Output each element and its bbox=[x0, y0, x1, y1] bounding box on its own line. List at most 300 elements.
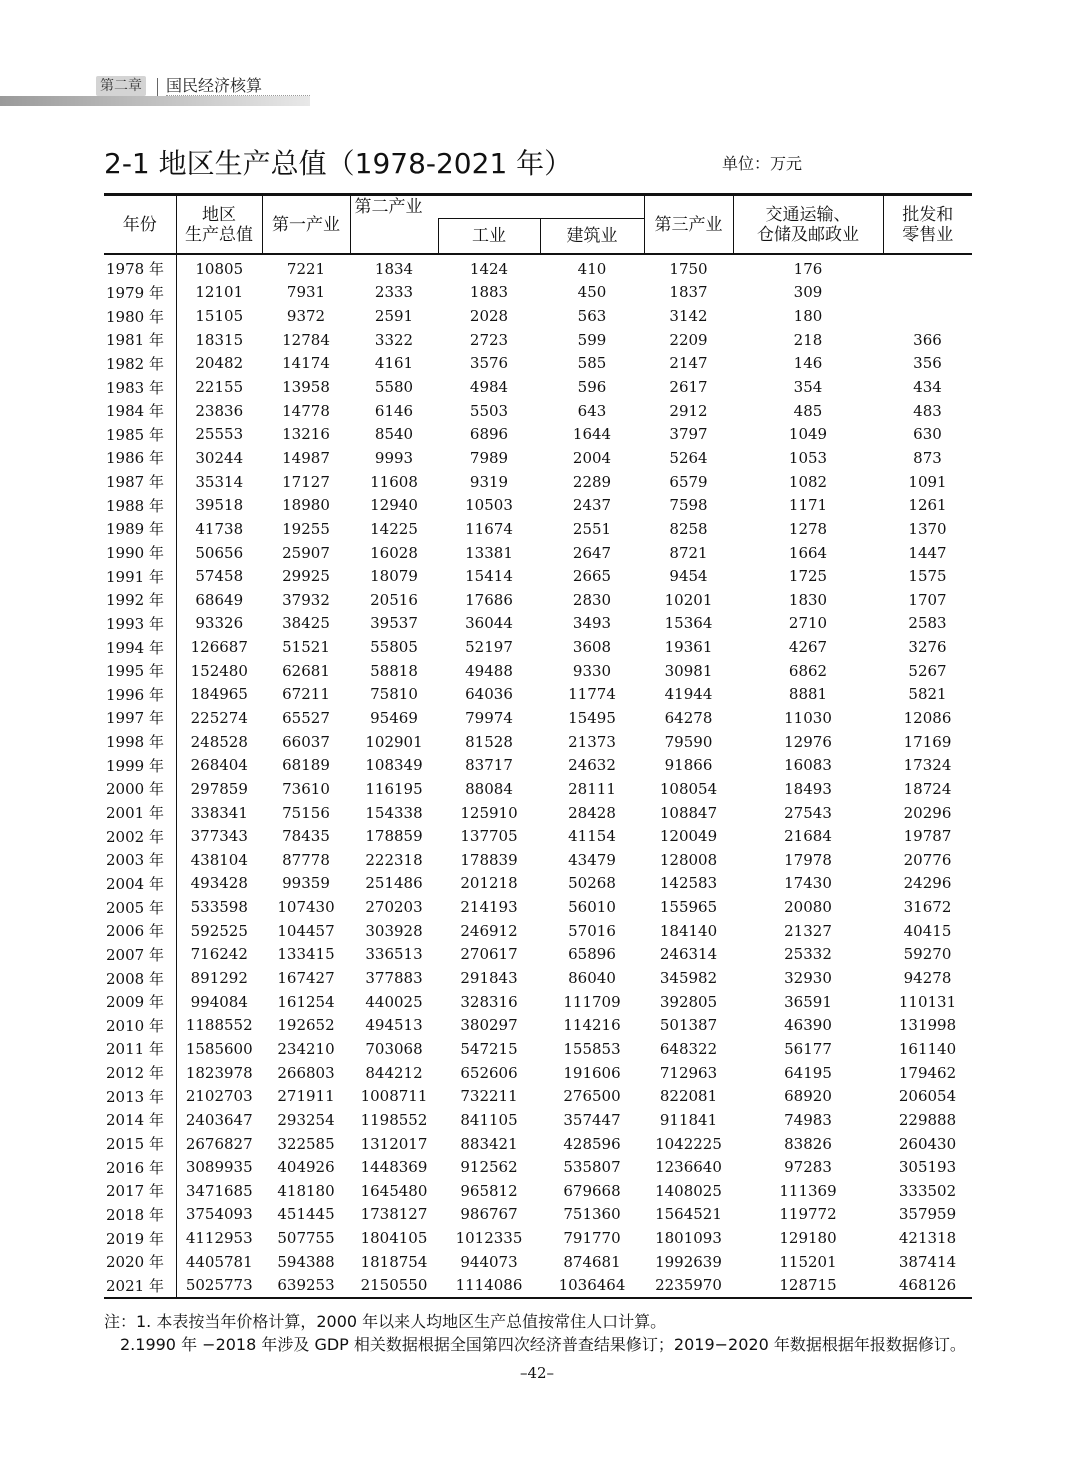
cell-construction: 15495 bbox=[568, 708, 616, 727]
cell-gdp: 716242 bbox=[176, 943, 262, 967]
table-row bbox=[104, 281, 972, 305]
cell-wholesale: 2583 bbox=[908, 614, 947, 633]
table-row bbox=[104, 1084, 972, 1108]
cell-industry: 270617 bbox=[460, 945, 518, 964]
cell-transport: 18493 bbox=[784, 779, 832, 798]
cell-industry: 17686 bbox=[465, 590, 513, 609]
cell-secondary: 1448369 bbox=[360, 1158, 428, 1177]
cell-secondary: 116195 bbox=[365, 779, 423, 798]
cell-wholesale: 3276 bbox=[908, 638, 947, 657]
cell-wholesale bbox=[883, 254, 972, 281]
cell-industry: 965812 bbox=[460, 1181, 518, 1200]
cell-secondary: 1645480 bbox=[360, 1181, 428, 1200]
cell-construction: 410 bbox=[577, 259, 607, 278]
cell-secondary: 108349 bbox=[365, 756, 423, 775]
cell-transport: 8881 bbox=[788, 685, 828, 704]
cell-year: 1988 年 bbox=[106, 496, 164, 515]
cell-wholesale: 1261 bbox=[908, 496, 947, 515]
cell-primary: 67211 bbox=[282, 685, 330, 704]
cell-tertiary: 8721 bbox=[669, 543, 708, 562]
cell-tertiary: 2235970 bbox=[655, 1276, 722, 1295]
cell-construction: 2647 bbox=[572, 543, 612, 562]
cell-year: 2001 年 bbox=[106, 804, 164, 823]
table-row bbox=[104, 1203, 972, 1227]
cell-wholesale: 206054 bbox=[898, 1087, 957, 1106]
cell-wholesale: 434 bbox=[913, 378, 942, 397]
cell-gdp: 23836 bbox=[176, 399, 262, 423]
cell-gdp: 592525 bbox=[176, 919, 262, 943]
cell-year: 2000 年 bbox=[106, 780, 164, 799]
cell-gdp: 3754093 bbox=[176, 1203, 262, 1227]
cell-secondary: 20516 bbox=[370, 590, 418, 609]
cell-secondary: 251486 bbox=[365, 874, 423, 893]
cell-year: 1997 年 bbox=[106, 709, 164, 728]
cell-industry: 125910 bbox=[460, 803, 518, 822]
cell-wholesale: 356 bbox=[913, 354, 942, 373]
cell-construction: 751360 bbox=[563, 1205, 621, 1224]
cell-primary: 73610 bbox=[282, 779, 330, 798]
cell-wholesale: 1575 bbox=[908, 567, 947, 586]
table-row bbox=[104, 588, 972, 612]
cell-tertiary: 392805 bbox=[659, 992, 718, 1011]
cell-transport: 68920 bbox=[784, 1087, 832, 1106]
cell-tertiary: 3142 bbox=[669, 307, 708, 326]
unit-label: 单位：万元 bbox=[722, 154, 803, 173]
cell-construction: 191606 bbox=[563, 1063, 621, 1082]
cell-wholesale: 260430 bbox=[898, 1134, 957, 1153]
cell-transport: 1082 bbox=[788, 472, 828, 491]
cell-wholesale: 229888 bbox=[898, 1110, 957, 1129]
cell-year: 2014 年 bbox=[106, 1111, 164, 1130]
cell-wholesale: 131998 bbox=[898, 1016, 957, 1035]
chapter-label: 第二章 bbox=[96, 76, 146, 96]
table-row bbox=[104, 635, 972, 659]
cell-tertiary: 6579 bbox=[669, 472, 708, 491]
cell-transport: 1725 bbox=[788, 567, 828, 586]
cell-construction: 50268 bbox=[568, 874, 616, 893]
cell-wholesale: 31672 bbox=[903, 898, 952, 917]
cell-industry: 83717 bbox=[465, 756, 513, 775]
cell-gdp: 3471685 bbox=[176, 1179, 262, 1203]
cell-secondary: 16028 bbox=[370, 543, 418, 562]
cell-tertiary: 128008 bbox=[659, 850, 718, 869]
cell-tertiary: 19361 bbox=[664, 638, 713, 657]
table-row bbox=[104, 753, 972, 777]
cell-secondary: 154338 bbox=[365, 803, 423, 822]
cell-industry: 547215 bbox=[460, 1039, 518, 1058]
table-row bbox=[104, 564, 972, 588]
cell-wholesale: 1091 bbox=[908, 472, 947, 491]
table-row bbox=[104, 422, 972, 446]
cell-industry: 1114086 bbox=[455, 1276, 523, 1295]
cell-industry: 883421 bbox=[460, 1134, 518, 1153]
cell-primary: 322585 bbox=[277, 1134, 335, 1153]
col-header-tertiary: 第三产业 bbox=[644, 195, 733, 255]
cell-industry: 214193 bbox=[460, 898, 518, 917]
cell-transport: 119772 bbox=[779, 1205, 837, 1224]
cell-year: 2006 年 bbox=[106, 922, 164, 941]
cell-gdp: 5025773 bbox=[176, 1274, 262, 1299]
cell-year: 2013 年 bbox=[106, 1087, 164, 1106]
cell-tertiary: 10201 bbox=[664, 590, 713, 609]
cell-wholesale: 468126 bbox=[898, 1276, 957, 1295]
cell-secondary: 58818 bbox=[370, 661, 418, 680]
cell-construction: 2004 bbox=[572, 448, 612, 467]
col-header-transport bbox=[733, 195, 883, 255]
cell-wholesale: 19787 bbox=[903, 827, 952, 846]
table-row bbox=[104, 966, 972, 990]
cell-primary: 14778 bbox=[282, 401, 330, 420]
cell-industry: 52197 bbox=[465, 638, 513, 657]
cell-construction: 2551 bbox=[572, 519, 612, 538]
cell-wholesale: 1370 bbox=[908, 519, 947, 538]
cell-secondary: 11608 bbox=[370, 472, 418, 491]
table-row bbox=[104, 895, 972, 919]
cell-industry: 10503 bbox=[465, 496, 513, 515]
cell-construction: 679668 bbox=[563, 1181, 621, 1200]
cell-year: 1992 年 bbox=[106, 591, 164, 610]
col-header-secondary-lower bbox=[350, 219, 438, 255]
table-row bbox=[104, 446, 972, 470]
cell-transport: 25332 bbox=[784, 945, 832, 964]
cell-year: 2015 年 bbox=[106, 1135, 164, 1154]
cell-gdp: 4405781 bbox=[176, 1250, 262, 1274]
table-row bbox=[104, 352, 972, 376]
cell-transport: 128715 bbox=[779, 1276, 837, 1295]
cell-tertiary: 712963 bbox=[659, 1063, 718, 1082]
cell-primary: 167427 bbox=[277, 969, 335, 988]
cell-secondary: 2150550 bbox=[360, 1276, 428, 1295]
cell-industry: 9319 bbox=[469, 472, 509, 491]
cell-secondary: 12940 bbox=[370, 496, 418, 515]
cell-construction: 357447 bbox=[563, 1110, 621, 1129]
cell-transport: 32930 bbox=[784, 969, 832, 988]
cell-industry: 88084 bbox=[465, 779, 513, 798]
cell-primary: 507755 bbox=[277, 1229, 335, 1248]
table-row bbox=[104, 683, 972, 707]
cell-wholesale: 110131 bbox=[898, 992, 957, 1011]
running-header bbox=[0, 76, 310, 106]
col-header-industry: 工业 bbox=[438, 219, 540, 255]
table-row bbox=[104, 801, 972, 825]
cell-transport: 27543 bbox=[784, 803, 832, 822]
cell-tertiary: 155965 bbox=[659, 898, 718, 917]
cell-construction: 9330 bbox=[572, 661, 612, 680]
cell-year: 2021 年 bbox=[106, 1276, 164, 1295]
cell-transport: 56177 bbox=[784, 1039, 832, 1058]
cell-year: 1981 年 bbox=[106, 331, 164, 350]
cell-transport: 36591 bbox=[784, 992, 832, 1011]
table-row bbox=[104, 1226, 972, 1250]
cell-primary: 418180 bbox=[277, 1181, 335, 1200]
cell-primary: 266803 bbox=[277, 1063, 335, 1082]
cell-year: 2005 年 bbox=[106, 898, 164, 917]
cell-secondary: 55805 bbox=[370, 638, 418, 657]
cell-tertiary: 108054 bbox=[659, 779, 718, 798]
cell-industry: 36044 bbox=[465, 614, 513, 633]
table-row bbox=[104, 493, 972, 517]
cell-secondary: 178859 bbox=[365, 827, 423, 846]
cell-tertiary: 2912 bbox=[669, 401, 708, 420]
cell-year: 1985 年 bbox=[106, 425, 164, 444]
cell-tertiary: 1042225 bbox=[655, 1134, 722, 1153]
cell-wholesale: 483 bbox=[913, 401, 942, 420]
cell-gdp: 438104 bbox=[176, 848, 262, 872]
cell-industry: 13381 bbox=[465, 543, 513, 562]
cell-transport: 180 bbox=[793, 307, 823, 326]
cell-primary: 87778 bbox=[282, 850, 330, 869]
cell-industry: 4984 bbox=[469, 378, 509, 397]
table-row bbox=[104, 304, 972, 328]
col-header-construction: 建筑业 bbox=[540, 219, 644, 255]
cell-gdp: 22155 bbox=[176, 375, 262, 399]
table-row bbox=[104, 1061, 972, 1085]
cell-industry: 49488 bbox=[465, 661, 513, 680]
cell-year: 1993 年 bbox=[106, 614, 164, 633]
table-row bbox=[104, 990, 972, 1014]
cell-gdp: 4112953 bbox=[176, 1226, 262, 1250]
cell-construction: 428596 bbox=[563, 1134, 621, 1153]
cell-year: 1982 年 bbox=[106, 354, 164, 373]
cell-secondary: 39537 bbox=[370, 614, 418, 633]
cell-industry: 11674 bbox=[465, 519, 513, 538]
cell-industry: 986767 bbox=[460, 1205, 518, 1224]
cell-secondary: 9993 bbox=[374, 448, 414, 467]
footnote-1: 注：1. 本表按当年价格计算，2000 年以来人均地区生产总值按常住人口计算。 bbox=[104, 1312, 667, 1331]
cell-year: 2011 年 bbox=[106, 1040, 164, 1059]
cell-tertiary: 5264 bbox=[669, 448, 708, 467]
cell-tertiary: 1236640 bbox=[655, 1158, 722, 1177]
cell-gdp: 493428 bbox=[176, 872, 262, 896]
cell-construction: 21373 bbox=[568, 732, 616, 751]
cell-year: 1990 年 bbox=[106, 544, 164, 562]
cell-wholesale: 366 bbox=[913, 330, 942, 349]
cell-year: 2008 年 bbox=[106, 969, 164, 988]
cell-secondary: 18079 bbox=[370, 567, 418, 586]
cell-secondary: 1834 bbox=[374, 259, 414, 278]
cell-gdp: 184965 bbox=[176, 683, 262, 707]
cell-gdp: 533598 bbox=[176, 895, 262, 919]
cell-tertiary: 1564521 bbox=[655, 1205, 722, 1224]
cell-primary: 404926 bbox=[277, 1158, 335, 1177]
cell-construction: 563 bbox=[577, 307, 607, 326]
cell-construction: 57016 bbox=[568, 921, 616, 940]
cell-construction: 2437 bbox=[572, 496, 612, 515]
cell-transport: 1053 bbox=[788, 448, 828, 467]
cell-secondary: 1738127 bbox=[360, 1205, 428, 1224]
cell-construction: 2830 bbox=[572, 590, 612, 609]
cell-industry: 246912 bbox=[460, 921, 518, 940]
cell-gdp: 2676827 bbox=[176, 1132, 262, 1156]
cell-industry: 1883 bbox=[469, 283, 509, 302]
cell-primary: 12784 bbox=[282, 330, 330, 349]
table-title: 2-1 地区生产总值（1978-2021 年） bbox=[104, 147, 573, 180]
cell-construction: 86040 bbox=[568, 969, 616, 988]
cell-year: 1978 年 bbox=[106, 260, 164, 279]
cell-wholesale: 630 bbox=[913, 425, 942, 444]
cell-gdp: 3089935 bbox=[176, 1155, 262, 1179]
cell-construction: 56010 bbox=[568, 898, 616, 917]
cell-primary: 51521 bbox=[282, 638, 330, 657]
cell-primary: 78435 bbox=[282, 827, 330, 846]
cell-secondary: 222318 bbox=[365, 850, 423, 869]
cell-transport: 46390 bbox=[784, 1016, 832, 1035]
cell-primary: 133415 bbox=[277, 945, 335, 964]
cell-primary: 19255 bbox=[282, 519, 330, 538]
cell-transport: 64195 bbox=[784, 1063, 832, 1082]
cell-tertiary: 3797 bbox=[669, 425, 708, 444]
footnote-2: 2.1990 年 −2018 年涉及 GDP 相关数据根据全国第四次经济普查结果修订；2019−2020 年数据根据年报数据修订。 bbox=[120, 1335, 966, 1354]
cell-transport: 12976 bbox=[784, 732, 832, 751]
cell-wholesale: 873 bbox=[913, 448, 942, 467]
cell-primary: 161254 bbox=[277, 992, 335, 1011]
cell-secondary: 6146 bbox=[374, 401, 414, 420]
cell-industry: 137705 bbox=[460, 827, 518, 846]
cell-secondary: 1008711 bbox=[360, 1087, 428, 1106]
cell-primary: 29925 bbox=[282, 567, 330, 586]
table-body bbox=[104, 254, 972, 1298]
cell-gdp: 225274 bbox=[176, 706, 262, 730]
col-header-gdp-label: 地区 生产总值 bbox=[185, 204, 253, 245]
gdp-table bbox=[104, 193, 972, 1299]
cell-primary: 234210 bbox=[277, 1039, 335, 1058]
cell-gdp: 2102703 bbox=[176, 1084, 262, 1108]
cell-year: 1999 年 bbox=[106, 756, 164, 775]
cell-wholesale: 17169 bbox=[903, 732, 952, 751]
cell-transport: 111369 bbox=[779, 1181, 837, 1200]
cell-secondary: 102901 bbox=[365, 732, 423, 751]
cell-year: 2002 年 bbox=[106, 827, 164, 846]
cell-transport: 2710 bbox=[788, 614, 828, 633]
cell-year: 1989 年 bbox=[106, 520, 164, 539]
col-header-year: 年份 bbox=[104, 195, 176, 255]
cell-transport: 21327 bbox=[784, 921, 832, 940]
cell-transport: 1171 bbox=[788, 496, 828, 515]
cell-year: 2016 年 bbox=[106, 1158, 164, 1177]
cell-gdp: 297859 bbox=[176, 777, 262, 801]
col-header-secondary-spacer-2 bbox=[540, 195, 644, 219]
cell-wholesale: 421318 bbox=[898, 1229, 957, 1248]
cell-construction: 28111 bbox=[568, 779, 616, 798]
cell-gdp: 1188552 bbox=[176, 1014, 262, 1038]
cell-primary: 18980 bbox=[282, 496, 330, 515]
cell-gdp: 12101 bbox=[176, 281, 262, 305]
cell-industry: 3576 bbox=[469, 354, 509, 373]
table-row bbox=[104, 517, 972, 541]
cell-wholesale: 18724 bbox=[903, 779, 952, 798]
cell-wholesale: 179462 bbox=[898, 1063, 957, 1082]
cell-transport: 83826 bbox=[784, 1134, 832, 1153]
cell-tertiary: 79590 bbox=[664, 732, 713, 751]
cell-industry: 944073 bbox=[460, 1252, 518, 1271]
cell-transport: 354 bbox=[793, 378, 823, 397]
cell-construction: 643 bbox=[577, 401, 607, 420]
cell-tertiary: 1801093 bbox=[655, 1229, 722, 1248]
cell-year: 2018 年 bbox=[106, 1205, 164, 1224]
cell-tertiary: 30981 bbox=[664, 661, 713, 680]
cell-primary: 13958 bbox=[282, 378, 330, 397]
cell-transport: 74983 bbox=[784, 1110, 832, 1129]
cell-year: 2019 年 bbox=[106, 1229, 164, 1248]
cell-construction: 11774 bbox=[568, 685, 616, 704]
cell-primary: 293254 bbox=[277, 1110, 335, 1129]
cell-gdp: 268404 bbox=[176, 753, 262, 777]
cell-wholesale bbox=[883, 304, 972, 328]
cell-year: 2009 年 bbox=[106, 993, 164, 1012]
table-row bbox=[104, 1250, 972, 1274]
cell-gdp: 126687 bbox=[176, 635, 262, 659]
cell-gdp: 1585600 bbox=[176, 1037, 262, 1061]
cell-primary: 66037 bbox=[282, 732, 330, 751]
cell-gdp: 338341 bbox=[176, 801, 262, 825]
chapter-title: 国民经济核算 bbox=[166, 76, 263, 95]
cell-secondary: 270203 bbox=[365, 898, 423, 917]
cell-construction: 1036464 bbox=[558, 1276, 626, 1295]
cell-tertiary: 1750 bbox=[669, 259, 708, 278]
table-row bbox=[104, 730, 972, 754]
table-row bbox=[104, 919, 972, 943]
table-row bbox=[104, 375, 972, 399]
cell-secondary: 95469 bbox=[370, 708, 418, 727]
cell-tertiary: 184140 bbox=[659, 921, 718, 940]
cell-secondary: 844212 bbox=[365, 1063, 423, 1082]
cell-year: 2012 年 bbox=[106, 1064, 164, 1083]
cell-year: 2003 年 bbox=[106, 851, 164, 870]
cell-tertiary: 345982 bbox=[659, 969, 718, 988]
cell-transport: 176 bbox=[793, 259, 823, 278]
cell-gdp: 15105 bbox=[176, 304, 262, 328]
table-row bbox=[104, 824, 972, 848]
col-header-wholesale bbox=[883, 195, 972, 255]
cell-transport: 129180 bbox=[779, 1229, 837, 1248]
cell-construction: 65896 bbox=[568, 945, 616, 964]
cell-wholesale bbox=[883, 281, 972, 305]
cell-year: 1979 年 bbox=[106, 283, 164, 302]
table-row bbox=[104, 848, 972, 872]
table-row bbox=[104, 872, 972, 896]
cell-wholesale: 387414 bbox=[898, 1252, 957, 1271]
cell-transport: 485 bbox=[793, 401, 823, 420]
table-row bbox=[104, 1108, 972, 1132]
cell-year: 1991 年 bbox=[106, 567, 164, 586]
cell-gdp: 57458 bbox=[176, 564, 262, 588]
cell-tertiary: 120049 bbox=[659, 827, 718, 846]
cell-gdp: 41738 bbox=[176, 517, 262, 541]
col-header-transport-label: 交通运输、 仓储及邮政业 bbox=[757, 204, 859, 245]
cell-industry: 328316 bbox=[460, 992, 518, 1011]
cell-wholesale: 305193 bbox=[898, 1158, 957, 1177]
cell-transport: 1664 bbox=[788, 543, 828, 562]
cell-wholesale: 161140 bbox=[898, 1039, 957, 1058]
cell-wholesale: 20776 bbox=[903, 850, 952, 869]
cell-primary: 594388 bbox=[277, 1252, 335, 1271]
cell-year: 1994 年 bbox=[106, 638, 164, 657]
cell-wholesale: 333502 bbox=[898, 1181, 957, 1200]
cell-year: 1986 年 bbox=[106, 449, 164, 468]
cell-tertiary: 911841 bbox=[659, 1110, 718, 1129]
cell-industry: 201218 bbox=[460, 874, 518, 893]
cell-wholesale: 24296 bbox=[903, 874, 952, 893]
cell-construction: 276500 bbox=[563, 1087, 621, 1106]
cell-construction: 3608 bbox=[572, 638, 612, 657]
cell-construction: 3493 bbox=[572, 614, 612, 633]
cell-secondary: 14225 bbox=[370, 519, 418, 538]
cell-transport: 146 bbox=[793, 354, 823, 373]
cell-industry: 5503 bbox=[469, 401, 509, 420]
cell-construction: 1644 bbox=[572, 425, 612, 444]
cell-primary: 192652 bbox=[277, 1016, 335, 1035]
cell-industry: 15414 bbox=[465, 567, 513, 586]
